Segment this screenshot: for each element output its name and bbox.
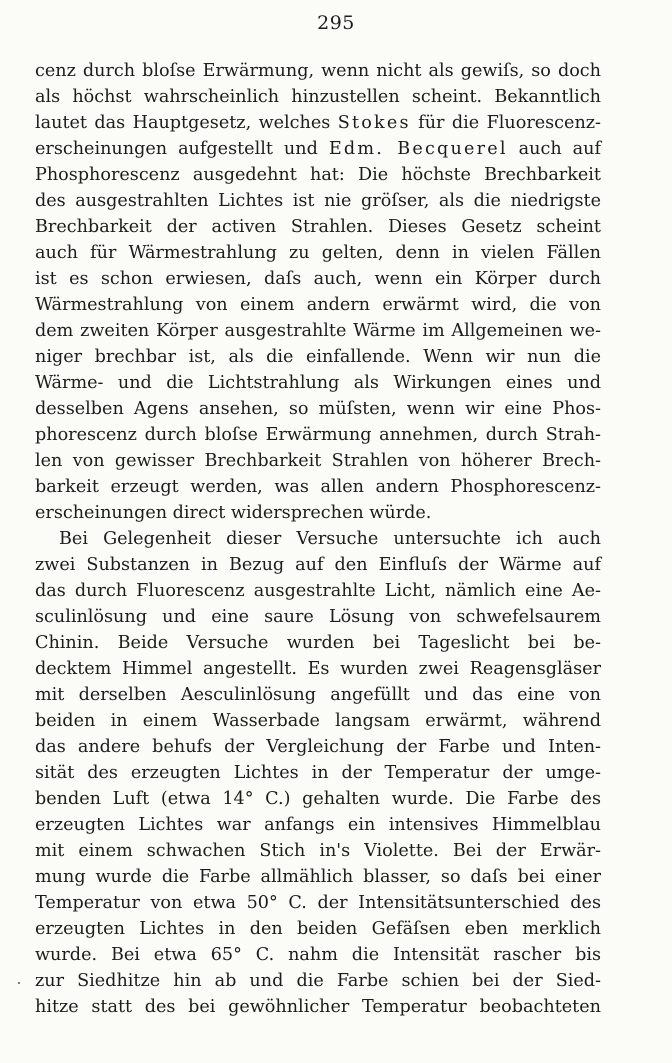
text-line: erzeugten Lichtes in den beiden Gefäſsen eben merklich — [35, 919, 601, 939]
text-line: erzeugten Lichtes war anfangs ein intensives Himmelblau — [35, 815, 601, 835]
text-line: sculinlösung und eine saure Lösung von schwefelsaurem — [35, 607, 601, 627]
text-line: sität des erzeugten Lichtes in der Temperatur der umge- — [35, 763, 601, 783]
text-line: Chinin. Beide Versuche wurden bei Tageslicht bei be- — [35, 633, 601, 653]
text-line: mit einem schwachen Stich in's Violette. Bei der Erwär- — [35, 841, 601, 861]
text-line: auch für Wärmestrahlung zu gelten, denn in vielen Fällen — [35, 243, 601, 263]
text-line: wurde. Bei etwa 65° C. nahm die Intensität rascher bis — [35, 945, 601, 965]
text-line: hitze statt des bei gewöhnlicher Temperatur beobachteten — [35, 997, 601, 1017]
text-line: Temperatur von etwa 50° C. der Intensitätsunterschied des — [35, 893, 601, 913]
author-name: Stokes — [337, 113, 411, 133]
text-line: ist es schon erwiesen, daſs auch, wenn ein Körper durch — [35, 269, 601, 289]
text-line: das andere behufs der Vergleichung der Farbe und Inten- — [35, 737, 601, 757]
text-line: beiden in einem Wasserbade langsam erwärmt, während — [35, 711, 601, 731]
paragraph-end-line: erscheinungen direct widersprechen würde. — [35, 503, 432, 523]
text-line: zwei Substanzen in Bezug auf den Einfluſs der Wärme auf — [35, 555, 601, 575]
text-line: erscheinungen aufgestellt und Edm. Becquerel auch auf — [35, 139, 601, 159]
body-text — [35, 58, 601, 1020]
text-line: len von gewisser Brechbarkeit Strahlen von höherer Brech- — [35, 451, 601, 471]
author-name: Edm. Becquerel — [328, 139, 508, 159]
text-line: Phosphorescenz ausgedehnt hat: Die höchste Brechbarkeit — [35, 165, 601, 185]
paragraph-start-line: Bei Gelegenheit dieser Versuche untersuchte ich auch — [59, 529, 601, 549]
text-line: barkeit erzeugt werden, was allen andern Phosphorescenz- — [35, 477, 601, 497]
text-line: des ausgestrahlten Lichtes ist nie gröſser, als die niedrigste — [35, 191, 601, 211]
text-line: das durch Fluorescenz ausgestrahlte Licht, nämlich eine Ae- — [35, 581, 601, 601]
text-line: Brechbarkeit der activen Strahlen. Dieses Gesetz scheint — [35, 217, 601, 237]
text-line: decktem Himmel angestellt. Es wurden zwei Reagensgläser — [35, 659, 601, 679]
text-line: niger brechbar ist, als die einfallende. Wenn wir nun die — [35, 347, 601, 367]
text-line: Wärmestrahlung von einem andern erwärmt wird, die von — [35, 295, 601, 315]
margin-speck — [18, 982, 20, 984]
page-number: 295 — [317, 12, 355, 34]
text-line: benden Luft (etwa 14° C.) gehalten wurde. Die Farbe des — [35, 789, 601, 809]
text-line: dem zweiten Körper ausgestrahlte Wärme im Allgemeinen we- — [35, 321, 601, 341]
text-line: Wärme- und die Lichtstrahlung als Wirkungen eines und — [35, 373, 601, 393]
text-line: desselben Agens ansehen, so müſsten, wenn wir eine Phos- — [35, 399, 601, 419]
text-line: cenz durch bloſse Erwärmung, wenn nicht als gewiſs, so doch — [35, 61, 601, 81]
text-line: mit derselben Aesculinlösung angefüllt und das eine von — [35, 685, 601, 705]
text-line: phorescenz durch bloſse Erwärmung annehmen, durch Strah- — [35, 425, 601, 445]
text-line: mung wurde die Farbe allmählich blasser, so daſs bei einer — [35, 867, 601, 887]
text-line: lautet das Hauptgesetz, welches Stokes für die Fluorescenz- — [35, 113, 601, 133]
text-line: als höchst wahrscheinlich hinzustellen scheint. Bekanntlich — [35, 87, 601, 107]
text-line: zur Siedhitze hin ab und die Farbe schien bei der Sied- — [35, 971, 601, 991]
